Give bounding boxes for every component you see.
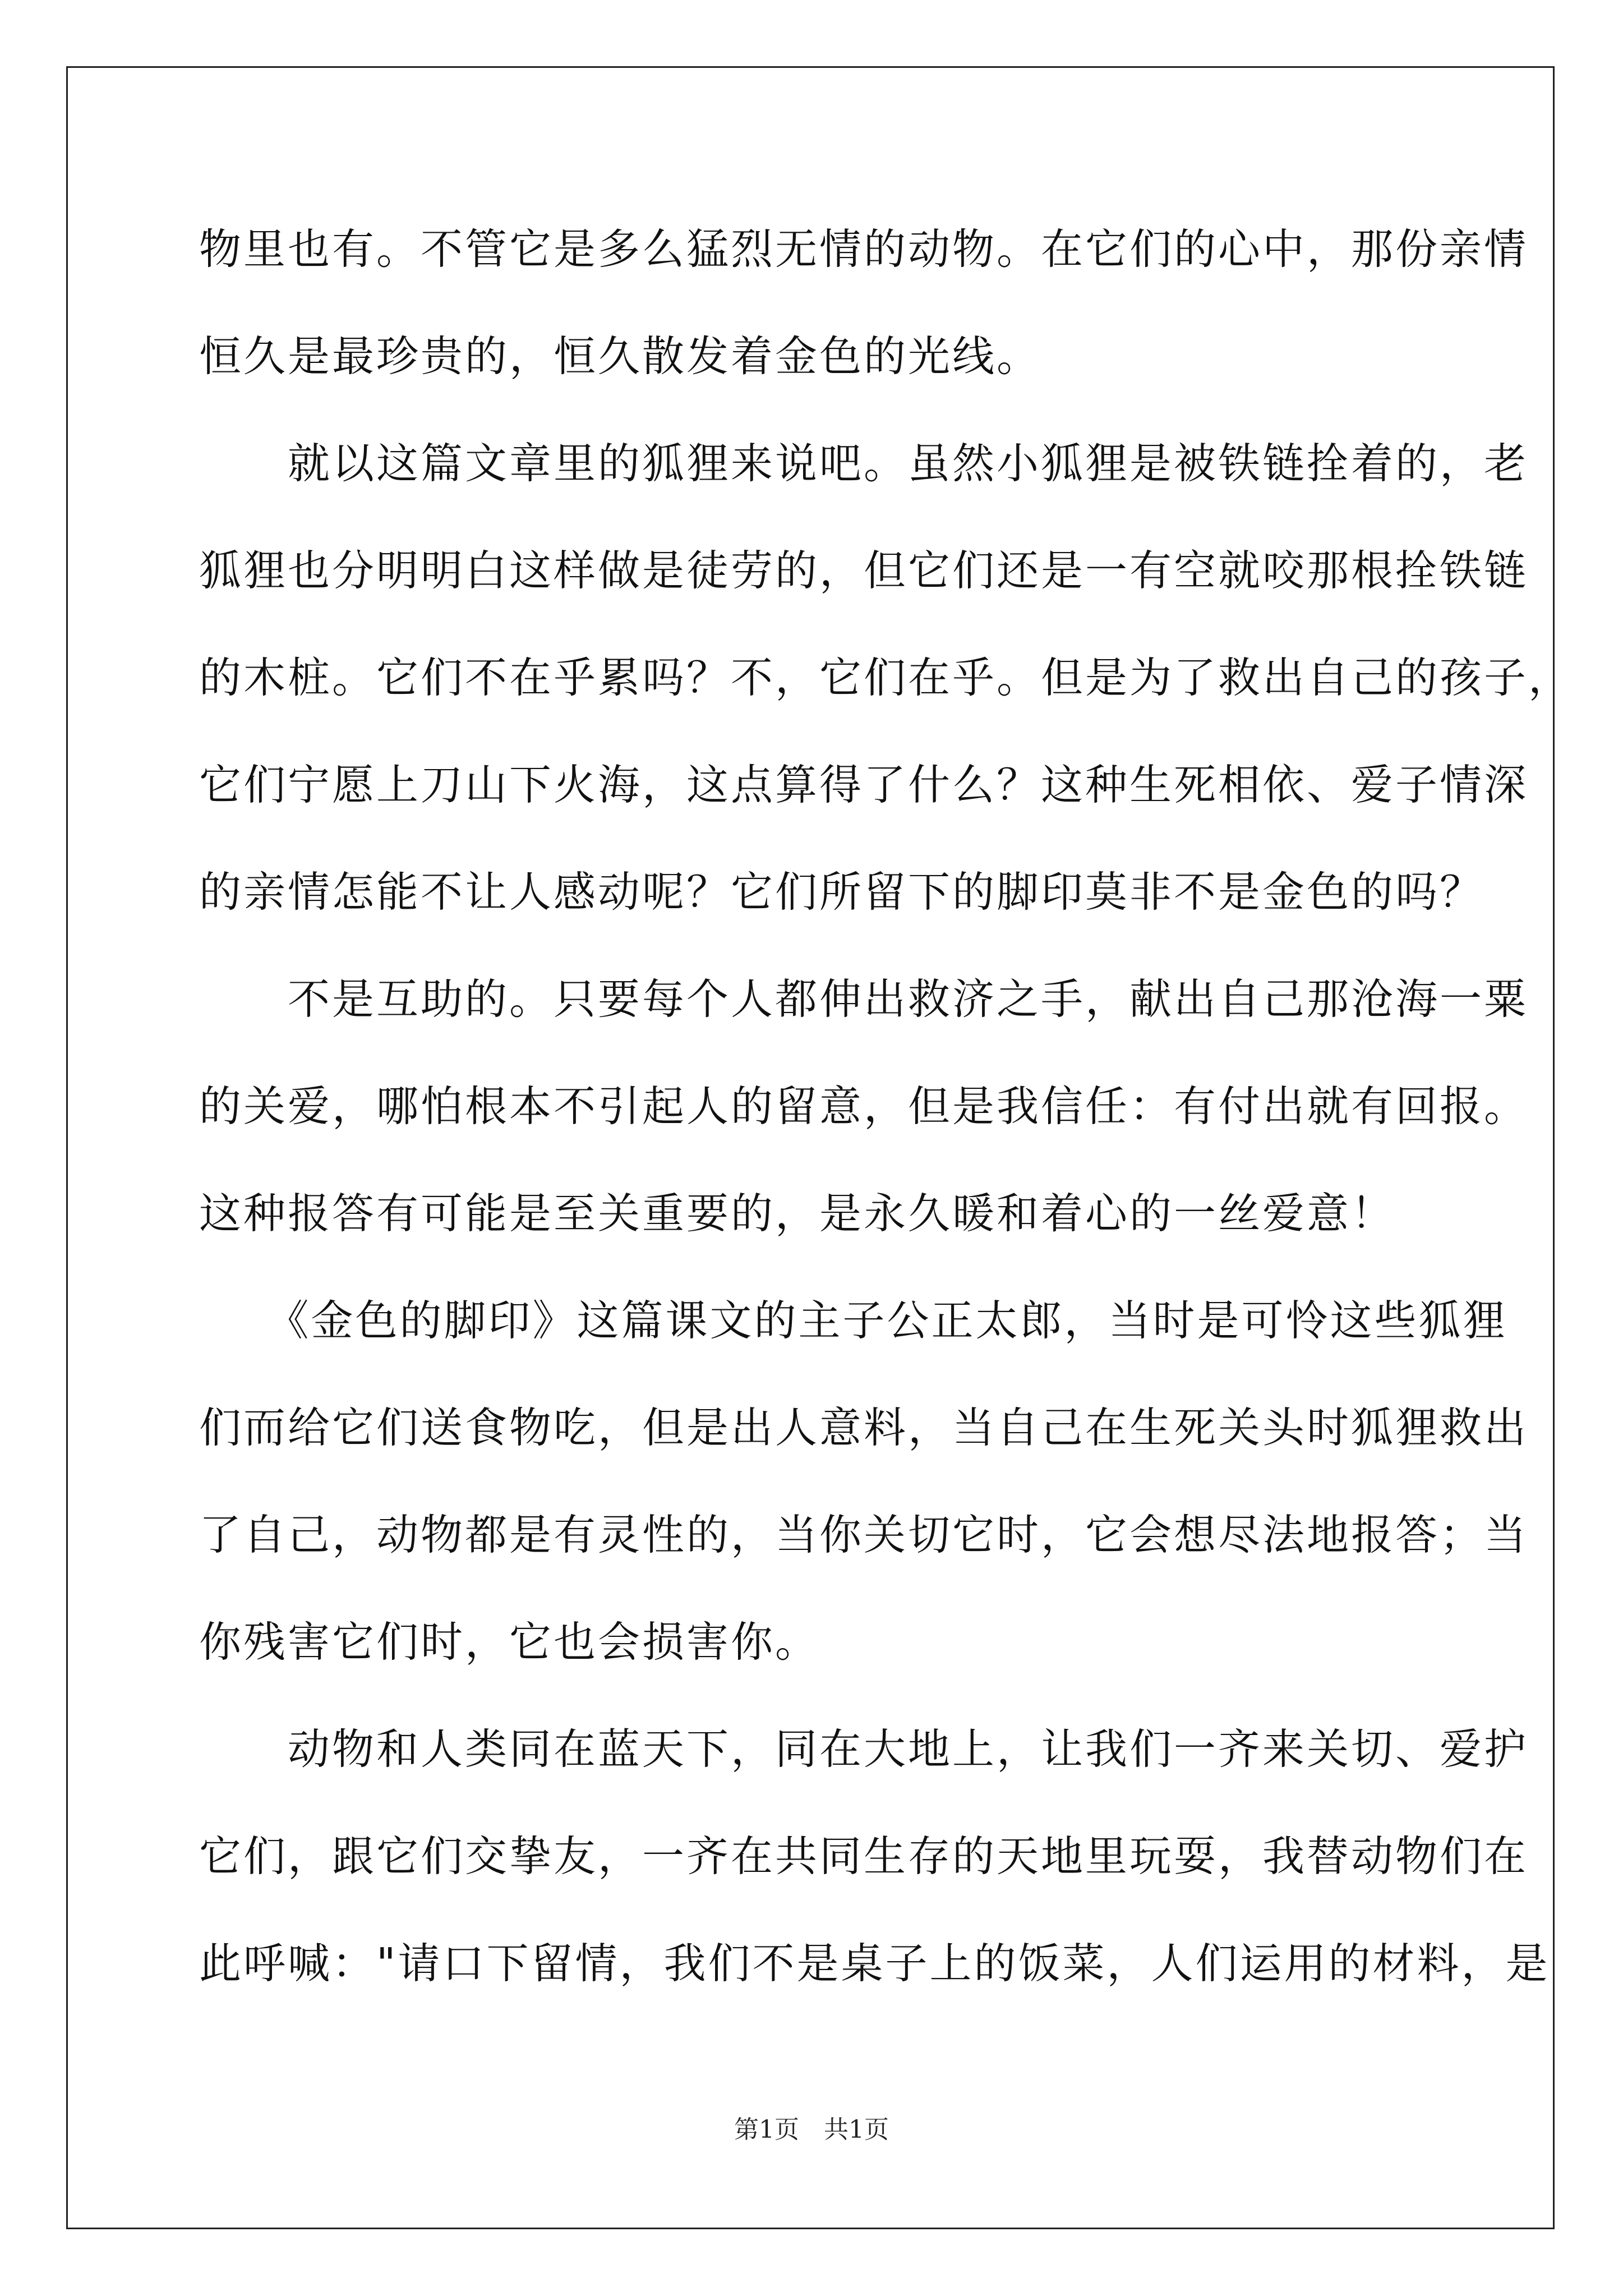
text-line: 就以这篇文章里的狐狸来说吧。虽然小狐狸是被铁链拴着的，老 [199,439,1529,488]
text-line: 不是互助的。只要每个人都伸出救济之手，献出自己那沧海一粟 [199,974,1529,1024]
text-line: 你残害它们时，它也会损害你。 [199,1617,820,1667]
text-line: 这种报答有可能是至关重要的，是永久暖和着心的一丝爱意！ [199,1189,1396,1238]
text-line: 的亲情怎能不让人感动呢？它们所留下的脚印莫非不是金色的吗？ [199,867,1484,917]
text-line: 恒久是最珍贵的，恒久散发着金色的光线。 [199,332,1041,381]
text-line: 《金色的脚印》这篇课文的主子公正太郎，当时是可怜这些狐狸 [199,1296,1507,1345]
text-line: 们而给它们送食物吃，但是出人意料，当自己在生死关头时狐狸救出 [199,1403,1529,1452]
text-line: 的木桩。它们不在乎累吗？不，它们在乎。但是为了救出自己的孩子， [199,653,1573,702]
text-line: 它们宁愿上刀山下火海，这点算得了什么？这种生死相依、爱子情深 [199,760,1529,809]
text-line: 此呼喊："请口下留情，我们不是桌子上的饭菜，人们运用的材料，是 [199,1939,1550,1988]
text-line: 动物和人类同在蓝天下，同在大地上，让我们一齐来关切、爱护 [199,1724,1529,1774]
document-body [199,219,1573,2040]
text-line: 物里也有。不管它是多么猛烈无情的动物。在它们的心中，那份亲情 [199,224,1529,274]
text-line: 它们，跟它们交挚友，一齐在共同生存的天地里玩耍，我替动物们在 [199,1832,1529,1881]
page-number-footer: 第1页 共1页 [734,2115,889,2144]
text-line: 的关爱，哪怕根本不引起人的留意，但是我信任：有付出就有回报。 [199,1082,1529,1131]
text-line: 了自己，动物都是有灵性的，当你关切它时，它会想尽法地报答；当 [199,1510,1529,1559]
text-line: 狐狸也分明明白这样做是徒劳的，但它们还是一有空就咬那根拴铁链 [199,546,1529,595]
